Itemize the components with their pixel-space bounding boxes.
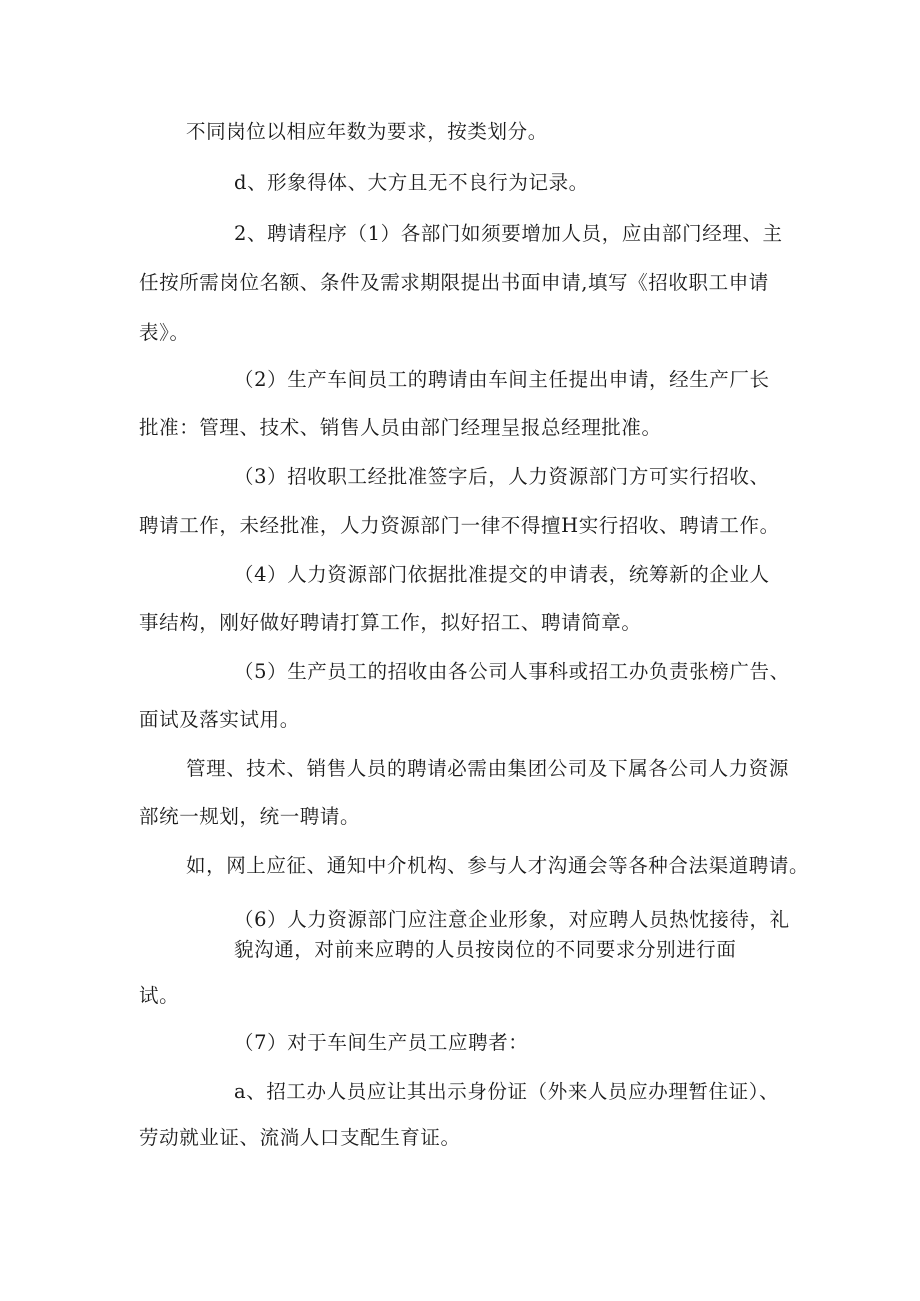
text-line-6: （2）生产车间员工的聘请由车间主任提出申请，经生产厂长 — [234, 368, 770, 391]
text-line-22: 劳动就业证、流淌人口支配生育证。 — [139, 1126, 461, 1149]
text-line-2: d、形象得体、大方且无不良行为记录。 — [234, 171, 589, 194]
text-line-15: 部统一规划，统一聘请。 — [139, 805, 361, 828]
text-line-10: （4）人力资源部门依据批准提交的申请表，统筹新的企业人 — [234, 563, 770, 586]
text-line-18: 貌沟通，对前来应聘的人员按岗位的不同要求分别进行面 — [234, 938, 737, 961]
text-line-13: 面试及落实试用。 — [139, 708, 300, 731]
text-line-8: （3）招收职工经批准签字后，人力资源部门方可实行招收、 — [234, 465, 770, 488]
text-line-17: （6）人力资源部门应注意企业形象，对应聘人员热忱接待，礼 — [234, 908, 790, 931]
text-line-16: 如，网上应征、通知中介机构、参与人才沟通会等各种合法渠道聘请。 — [186, 854, 810, 877]
text-line-11: 事结构，刚好做好聘请打算工作，拟好招工、聘请简章。 — [139, 611, 642, 634]
text-line-9: 聘请工作，未经批准，人力资源部门一律不得擅H实行招收、聘请工作。 — [139, 514, 780, 537]
text-line-3: 2、聘请程序（1）各部门如须要增加人员，应由部门经理、主 — [234, 222, 783, 245]
text-line-1: 不同岗位以相应年数为要求，按类划分。 — [186, 120, 548, 143]
text-line-21: a、招工办人员应让其出示身份证（外来人员应办理暂住证）、 — [234, 1080, 780, 1103]
text-line-14: 管理、技术、销售人员的聘请必需由集团公司及下属各公司人力资源 — [186, 757, 790, 780]
text-line-12: （5）生产员工的招收由各公司人事科或招工办负责张榜广告、 — [234, 660, 790, 683]
text-line-7: 批准：管理、技术、销售人员由部门经理呈报总经理批准。 — [139, 416, 662, 439]
text-line-19: 试。 — [139, 984, 180, 1007]
text-line-4: 任按所需岗位名额、条件及需求期限提出书面申请,填写《招收职工申请 — [139, 271, 769, 294]
text-line-5: 表》。 — [139, 321, 190, 344]
text-line-20: （7）对于车间生产员工应聘者： — [234, 1031, 529, 1054]
